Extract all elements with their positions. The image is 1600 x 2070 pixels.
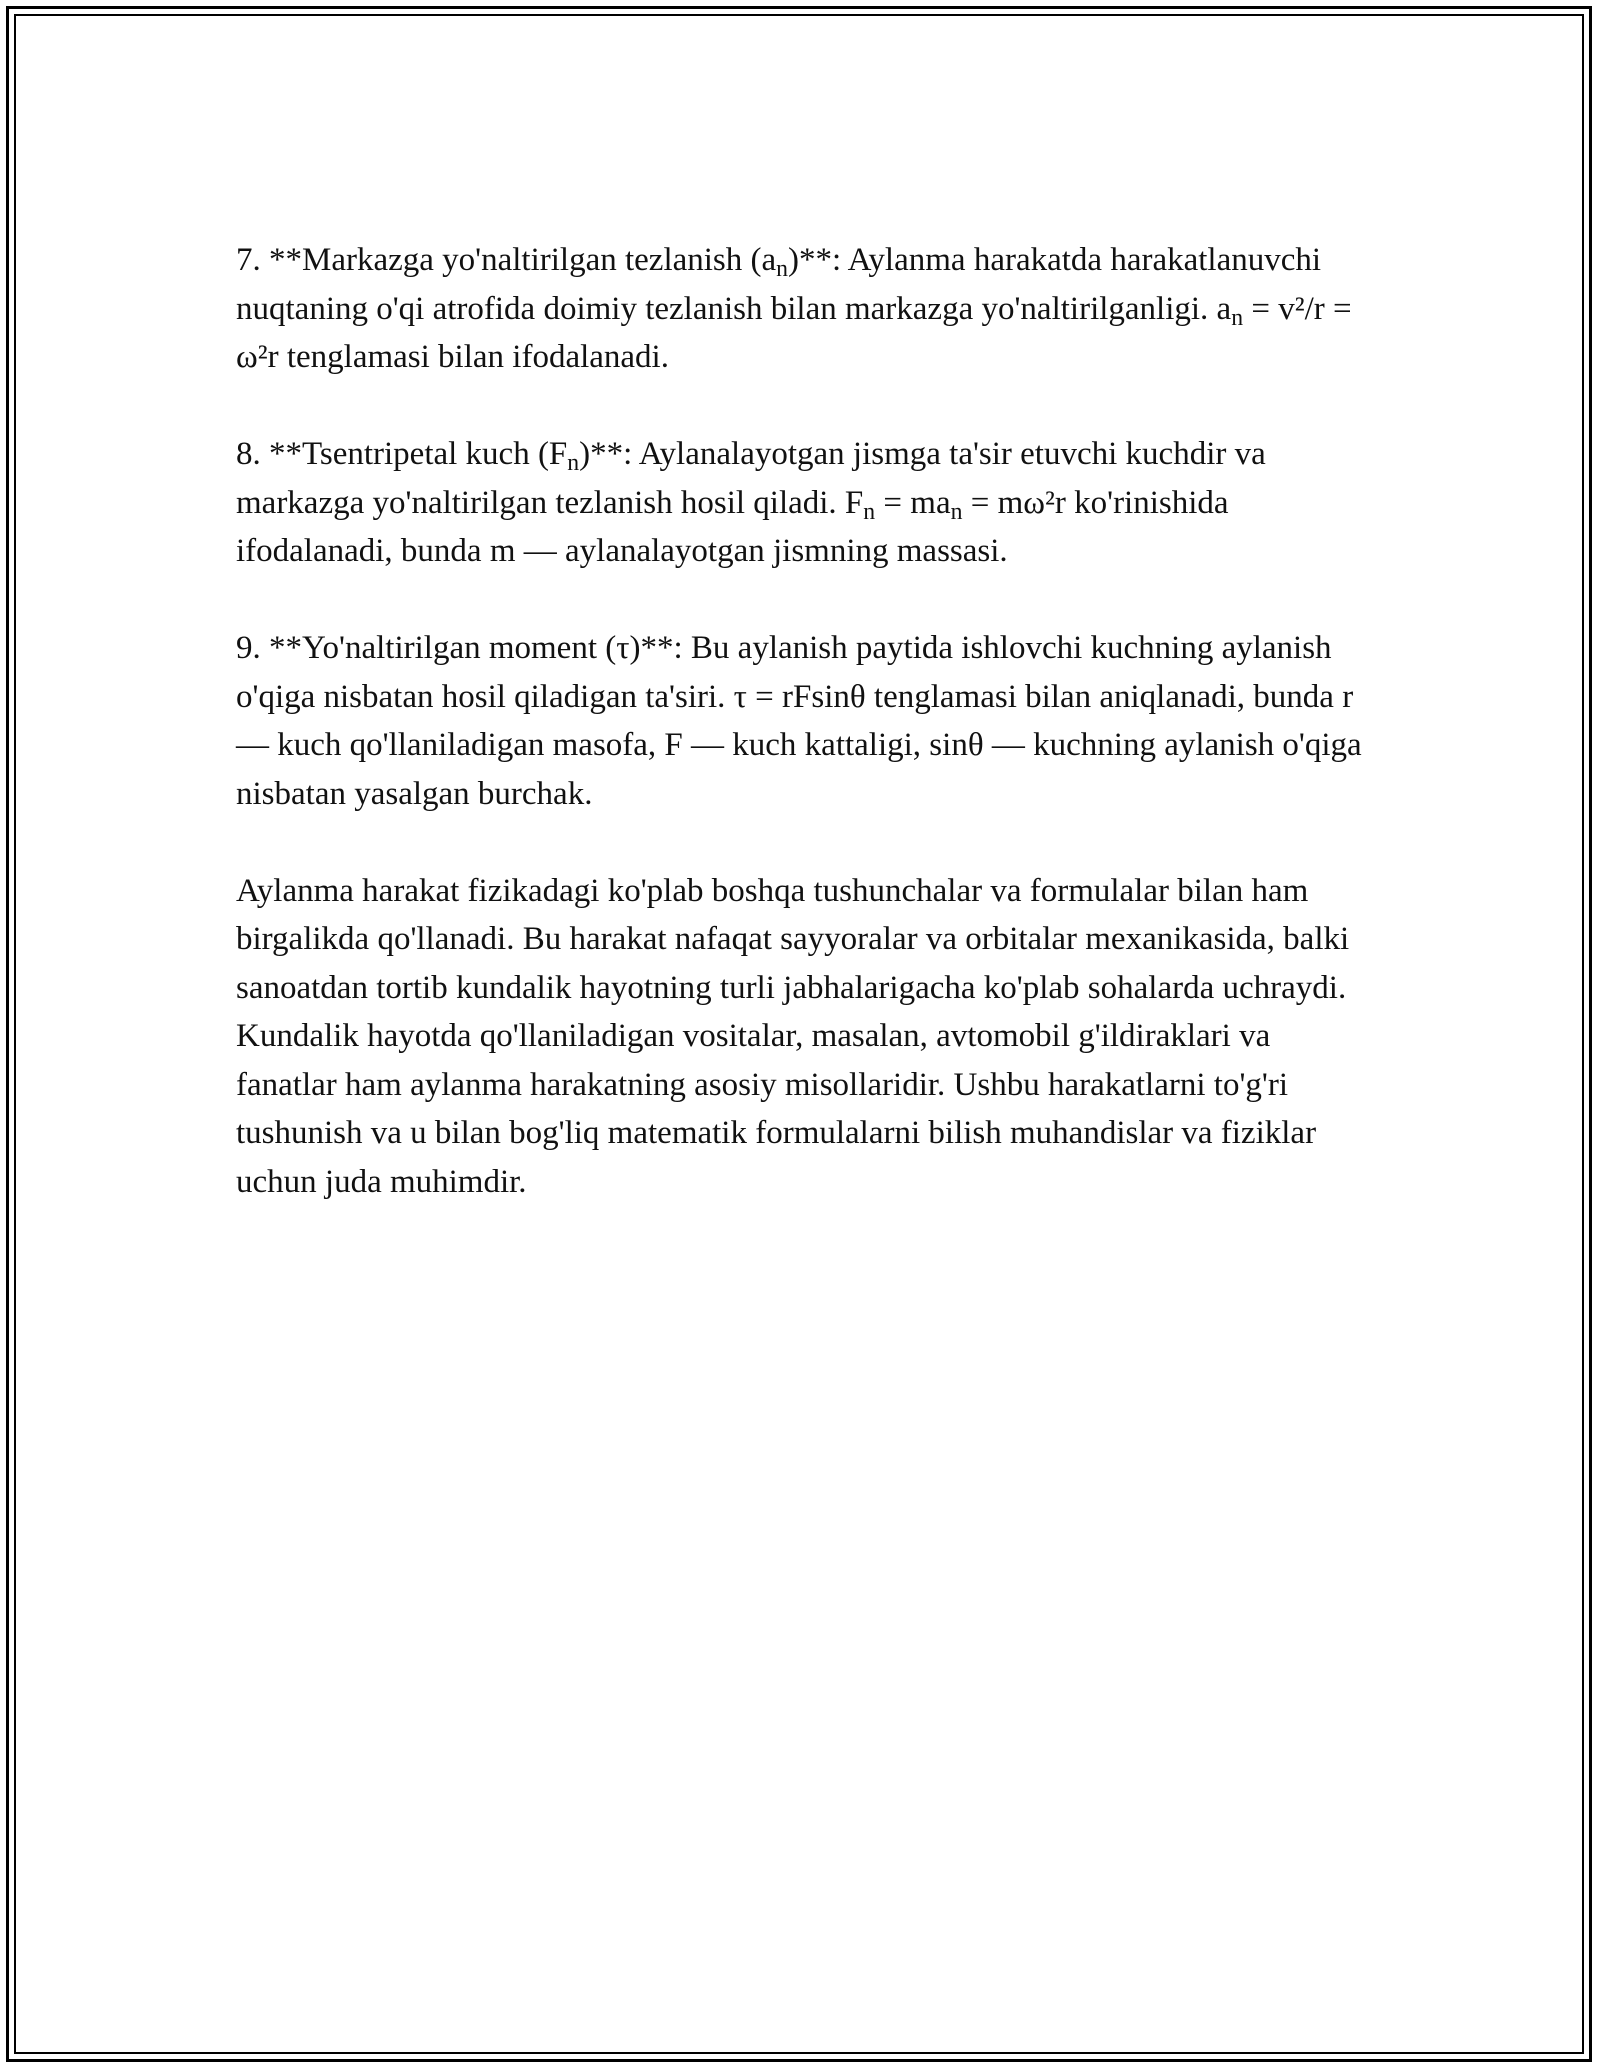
document-body (236, 236, 1366, 1255)
paragraph-conclusion: Aylanma harakat fizikadagi ko'plab boshqa tushunchalar va formulalar bilan ham birgalikda qo'llanadi. Bu harakat nafaqat sayyoralar va orbitalar mexanikasida, balki sanoatdan tortib kundalik hayotning turli jabhalarigacha ko'plab sohalarda uchraydi. Kundalik hayotda qo'llaniladigan vositalar, masalan, avtomobil g'ildiraklari va fanatlar ham aylanma harakatning asosiy misollaridir. Ushbu harakatlarni to'g'ri tushunish va u bilan bog'liq matematik formulalarni bilish muhandislar va fiziklar uchun juda muhimdir. (236, 872, 1350, 1200)
paragraph-centripetal-acceleration: 7. **Markazga yo'naltirilgan tezlanish $(a_n)**$: Aylanma harakatda harakatlanuvchi nuqtaning o'qi atrofida doimiy tezlanish bilan markazga yo'naltirilganligi. $a_n = v^2/r = \omega^2r$ tenglamasi bilan ifodalanadi. (236, 242, 1352, 375)
paragraph-centripetal-force: 8. **Tsentripetal kuch $(F_n)**$: Aylanalayotgan jismga ta'sir etuvchi kuchdir va markazga yo'naltirilgan tezlanish hosil qiladi. $F_n = ma_n = m\omega^2r$ ko'rinishida ifodalanadi, bunda m — aylanalayotgan jismning massasi. (236, 436, 1266, 569)
paragraph-torque: 9. **Yo'naltirilgan moment (τ)**: Bu aylanish paytida ishlovchi kuchning aylanish o'qiga nisbatan hosil qiladigan ta'siri. τ = rFsinθ tenglamasi bilan aniqlanadi, bunda r — kuch qo'llaniladigan masofa, F — kuch kattaligi, sinθ — kuchning aylanish o'qiga nisbatan yasalgan burchak. (236, 630, 1362, 812)
